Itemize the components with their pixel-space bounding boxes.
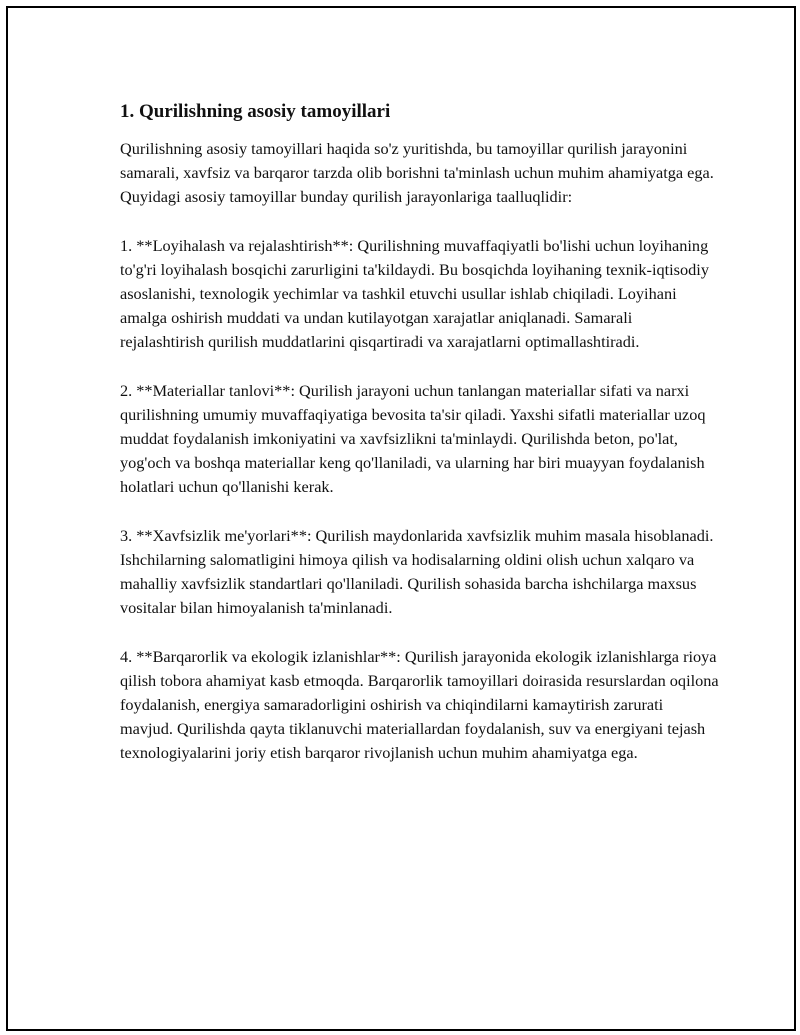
- principle-sustainability-paragraph: 4. **Barqarorlik va ekologik izlanishlar**: Qurilish jarayonida ekologik izlanishlarga rioya qilish tobora ahamiyat kasb etmoqda. Barqarorlik tamoyillari doirasida resurslardan oqilona foydalanish, energiya samaradorligini oshirish va chiqindilarni kamaytirish zarurati mavjud. Qurilishda qayta tiklanuvchi materiallardan foydalanish, suv va energiyani tejash texnologiyalarini joriy etish barqaror rivojlanish uchun muhim ahamiyatga ega.: [120, 646, 719, 762]
- principle-safety-paragraph: 3. **Xavfsizlik me'yorlari**: Qurilish maydonlarida xavfsizlik muhim masala hisoblanadi. Ishchilarning salomatligini himoya qilish va hodisalarning oldini olish uchun xalqaro va mahalliy xavfsizlik standartlari qo'llaniladi. Qurilish sohasida barcha ishchilarga maxsus vositalar bilan himoyalanish ta'minlanadi.: [120, 525, 714, 617]
- principle-materials-paragraph: 2. **Materiallar tanlovi**: Qurilish jarayoni uchun tanlangan materiallar sifati va narxi qurilishning umumiy muvaffaqiyatiga bevosita ta'sir qiladi. Yaxshi sifatli materiallar uzoq muddat foydalanish imkoniyatini va xavfsizlikni ta'minlaydi. Qurilishda beton, po'lat, yog'och va boshqa materiallar keng qo'llaniladi, va ularning har biri muayyan foydalanish holatlari uchun qo'llanishi kerak.: [120, 380, 706, 497]
- principle-planning-paragraph: 1. **Loyihalash va rejalashtirish**: Qurilishning muvaffaqiyatli bo'lishi uchun loyihaning to'g'ri loyihalash bosqichi zarurligini ta'kildaydi. Bu bosqichda loyihaning texnik-iqtisodiy asoslanishi, texnologik yechimlar va tashkil etuvchi usullar ishlab chiqiladi. Loyihani amalga oshirish muddati va undan kutilayotgan xarajatlar aniqlanadi. Samarali rejalashtirish qurilish muddatlarini qisqartiradi va xarajatlarni optimallashtiradi.: [120, 235, 709, 352]
- page-frame: [6, 6, 796, 1031]
- section-heading: 1. Qurilishning asosiy tamoyillari: [120, 101, 391, 122]
- intro-paragraph: Qurilishning asosiy tamoyillari haqida so'z yuritishda, bu tamoyillar qurilish jarayonini samarali, xavfsiz va barqaror tarzda olib borishni ta'minlash uchun muhim ahamiyatga ega. Quyidagi asosiy tamoyillar bunday qurilish jarayonlariga taalluqlidir:: [120, 139, 714, 207]
- document-body: [120, 100, 720, 790]
